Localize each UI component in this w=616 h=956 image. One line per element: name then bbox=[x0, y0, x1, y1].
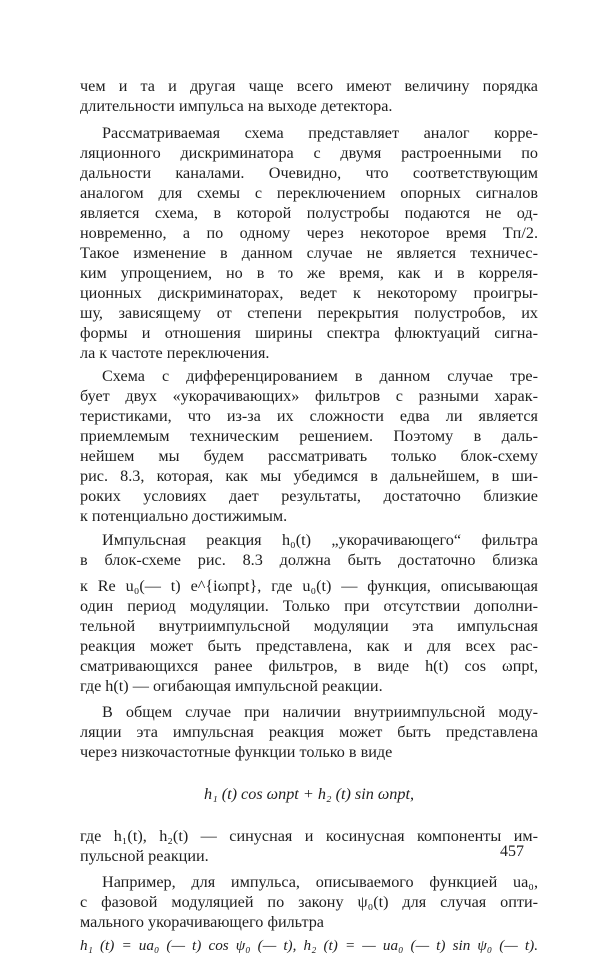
text-line: дальности каналами. Очевидно, что соответствующим bbox=[80, 164, 538, 182]
text-line: роких условиях дает результаты, достаточно близкие bbox=[80, 487, 538, 505]
text-line: нейшем мы будем рассматривать только блок-схему bbox=[80, 447, 538, 465]
page-number: 457 bbox=[500, 843, 524, 860]
text-line: ким упрощением, но в то же время, как и в корреля- bbox=[80, 264, 538, 282]
formula: h₁ (t) = uа₀ (— t) cos ψ₀ (— t), h₂ (t) = — uа₀ (— t) sin ψ₀ (— t). bbox=[80, 937, 538, 954]
text-line: бует двух «укорачивающих» фильтров с разными харак- bbox=[80, 387, 538, 405]
text-line: Импульсная реакция h₀(t) „укорачивающего“ фильтра bbox=[102, 531, 538, 549]
text-line: Например, для импульса, описываемого функцией uа₀, bbox=[102, 873, 538, 891]
text-line: В общем случае при наличии внутриимпульсной моду- bbox=[102, 703, 538, 721]
text-line: сматривающихся ранее фильтров, в виде h(t) cos ωпрt, bbox=[80, 657, 538, 675]
text-line: теристиками, что из-за их сложности едва ли является bbox=[80, 407, 538, 425]
text-line: Схема с дифференцированием в данном случае тре- bbox=[102, 367, 538, 385]
text-line: тельной внутриимпульсной модуляции эта импульсная bbox=[80, 617, 538, 635]
text-line: чем и та и другая чаще всего имеют величину порядка bbox=[80, 77, 538, 95]
text-line: длительности импульса на выходе детектора. bbox=[80, 97, 393, 115]
text-line: Такое изменение в данном случае не является техничес- bbox=[80, 244, 538, 262]
text-line: с фазовой модуляцией по закону ψ₀(t) для случая опти- bbox=[80, 893, 538, 911]
formula: h₁ (t) cos ωпрt + h₂ (t) sin ωпрt, bbox=[203, 785, 415, 803]
text-line: аналогом для схемы с переключением опорных сигналов bbox=[80, 184, 538, 202]
text-line: где h(t) — огибающая импульсной реакции. bbox=[80, 677, 383, 695]
text-line: является схема, в которой полустробы подаются не од- bbox=[80, 204, 538, 222]
text-line: к потенциально достижимым. bbox=[80, 507, 288, 525]
text-line: пульсной реакции. bbox=[80, 847, 209, 865]
text-line: новременно, а по одному через некоторое время Tп/2. bbox=[80, 224, 538, 242]
text-line: в блок-схеме рис. 8.3 должна быть достаточно близка bbox=[80, 551, 538, 569]
text-line: где h₁(t), h₂(t) — синусная и косинусная компоненты им- bbox=[80, 827, 538, 845]
text-line: ционных дискриминаторах, ведет к некоторому проигры- bbox=[80, 284, 538, 302]
text-line: рис. 8.3, которая, как мы убедимся в дальнейшем, в ши- bbox=[80, 467, 538, 485]
text-line: реакция может быть представлена, как и для всех рас- bbox=[80, 637, 538, 655]
text-line: Рассматриваемая схема представляет аналог корре- bbox=[102, 124, 538, 142]
text-line: мального укорачивающего фильтра bbox=[80, 913, 324, 931]
text-line: один период модуляции. Только при отсутствии дополни- bbox=[80, 597, 538, 615]
text-line: формы и отношения ширины спектра флюктуаций сигна- bbox=[80, 324, 538, 342]
text-line: приемлемым техническим решением. Поэтому в даль- bbox=[80, 427, 538, 445]
text-line: ляции эта импульсная реакция может быть представлена bbox=[80, 723, 538, 741]
text-line: ляционного дискриминатора с двумя растроенными по bbox=[80, 144, 538, 162]
text-line: к Re u₀(— t) e^{iωпрt}, где u₀(t) — функция, описывающая bbox=[80, 577, 538, 595]
text-line: через низкочастотные функции только в виде bbox=[80, 743, 393, 761]
text-line: ла к частоте переключения. bbox=[80, 344, 270, 362]
text-line: шу, зависящему от степени перекрытия полустробов, их bbox=[80, 304, 538, 322]
